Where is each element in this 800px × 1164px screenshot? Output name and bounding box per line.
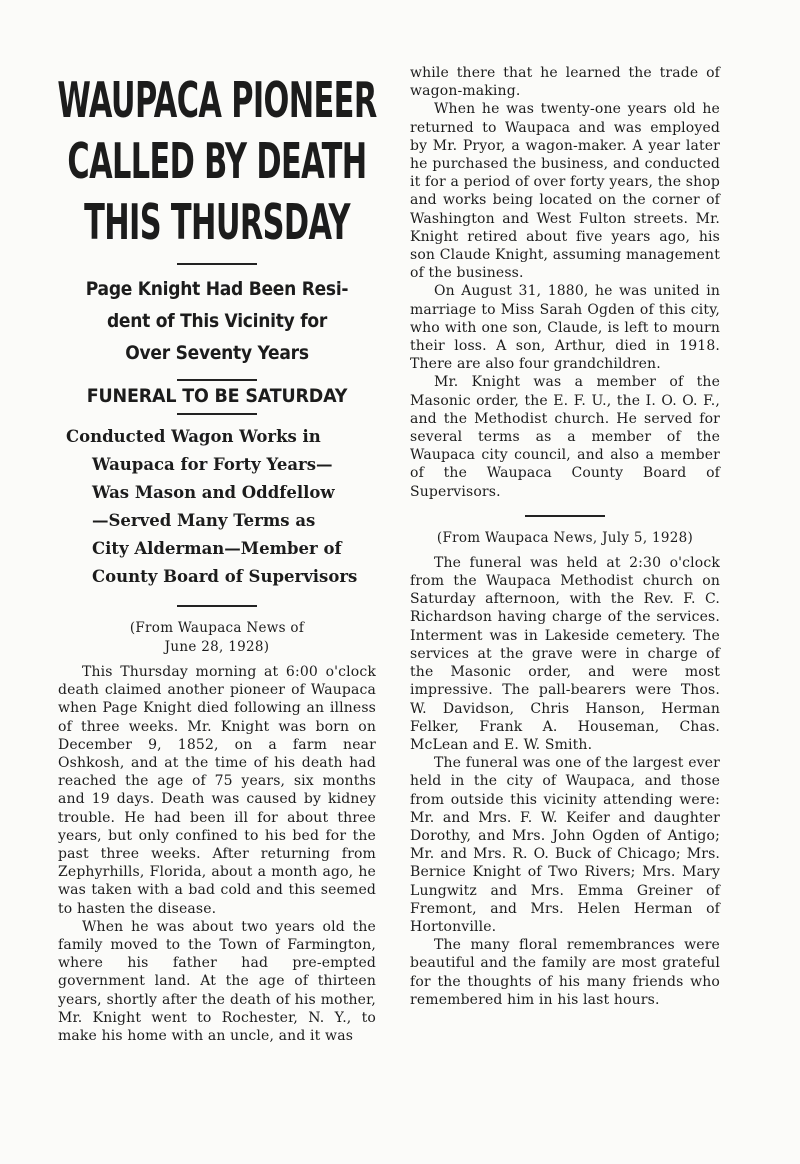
deck-line-2: Waupaca for Forty Years— xyxy=(92,455,333,474)
deck-line-3: Was Mason and Oddfellow xyxy=(92,483,335,502)
article-body-right xyxy=(410,64,720,501)
article-body-left xyxy=(58,663,376,1045)
deck-line-5: City Alderman—Member of xyxy=(92,539,342,558)
left-column xyxy=(58,70,376,1045)
headline-line-3: THIS THURSDAY xyxy=(84,194,350,251)
subheadline-line-3: Over Seventy Years xyxy=(125,342,309,364)
subheadline-line-1: Page Knight Had Been Resi- xyxy=(85,278,349,300)
paragraph: The funeral was held at 2:30 o'clock from the Waupaca Methodist church on Saturday afternoon, with the Rev. F. C. Richardson having charge of the services. Interment was in Lakeside cemetery. The services at the grave were in charge of the Masonic order, and were most impressive. The pall-bearers were Thos. W. Davidson, Chris Hanson, Herman Felker, Frank A. Houseman, Chas. McLean and E. W. Smith. xyxy=(410,554,720,753)
headline-line-1: WAUPACA PIONEER xyxy=(57,72,377,129)
paragraph: This Thursday morning at 6:00 o'clock death claimed another pioneer of Waupaca when Page Knight died following an illness of three weeks. Mr. Knight was born on December 9, 1852, on a farm near Oshkosh, and at the time of his death had reached the age of 75 years, six months and 19 days. Death was caused by kidney trouble. He had been ill for about three years, but only confined to his bed for the past three weeks. After returning from Zephyrhills, Florida, about a month ago, he was taken with a bad cold and this seemed to hasten the disease. xyxy=(58,664,376,917)
headline-line-2: CALLED BY DEATH xyxy=(67,133,367,190)
paragraph: The funeral was one of the largest ever held in the city of Waupaca, and those from outside this vicinity attending were: Mr. and Mrs. F. W. Keifer and daughter Dorothy, and Mrs. John Ogden of Antigo; Mr. and Mrs. R. O. Buck of Chicago; Mrs. Bernice Knight of Two Rivers; Mrs. Mary Lungwitz and Mrs. Emma Greiner of Fremont, and Mrs. Helen Herman of Hortonville. xyxy=(410,755,720,935)
deck-line-6: County Board of Supervisors xyxy=(92,567,358,586)
deck-line-1: Conducted Wagon Works in xyxy=(66,427,321,446)
right-column xyxy=(410,64,720,1009)
article-body-funeral xyxy=(410,554,720,1009)
summary-deck xyxy=(58,423,376,591)
dateline-june-line-1: (From Waupaca News of xyxy=(129,620,305,636)
paragraph: The many floral remembrances were beautiful and the family are most grateful for the thoughts of his many friends who remembered him in his last hours. xyxy=(410,937,720,1008)
paragraph: On August 31, 1880, he was united in marriage to Miss Sarah Ogden of this city, who with one son, Claude, is left to mourn their loss. A son, Arthur, died in 1918. There are also four grandchildren. xyxy=(410,283,720,373)
paragraph: Mr. Knight was a member of the Masonic order, the E. F. U., the I. O. O. F., and the Methodist church. He served for several terms as a member of the Waupaca city council, and also a member of the Waupaca County Board of Supervisors. xyxy=(410,374,720,500)
headline xyxy=(56,70,378,253)
paragraph: while there that he learned the trade of wagon-making. xyxy=(410,65,720,100)
subheadline xyxy=(74,273,360,369)
paragraph: When he was about two years old the family moved to the Town of Farmington, where his father had pre-empted government land. At the age of thirteen years, shortly after the death of his mother, Mr. Knight went to Rochester, N. Y., to make his home with an uncle, and it was xyxy=(58,918,376,1045)
paragraph: When he was twenty-one years old he returned to Waupaca and was employed by Mr. Pryor, a wagon-maker. A year later he purchased the business, and conducted it for a period of over forty years, the shop and works being located on the corner of Washington and West Fulton streets. Mr. Knight retired about five years ago, his son Claude Knight, assuming management of the business. xyxy=(410,101,720,282)
subheadline-line-2: dent of This Vicinity for xyxy=(106,310,328,332)
funeral-heading: FUNERAL TO BE SATURDAY xyxy=(86,385,348,407)
dateline-july: (From Waupaca News, July 5, 1928) xyxy=(436,529,694,546)
dateline-june-line-2: June 28, 1928) xyxy=(164,639,270,655)
deck-line-4: —Served Many Terms as xyxy=(92,511,316,530)
dateline-june xyxy=(58,619,376,657)
